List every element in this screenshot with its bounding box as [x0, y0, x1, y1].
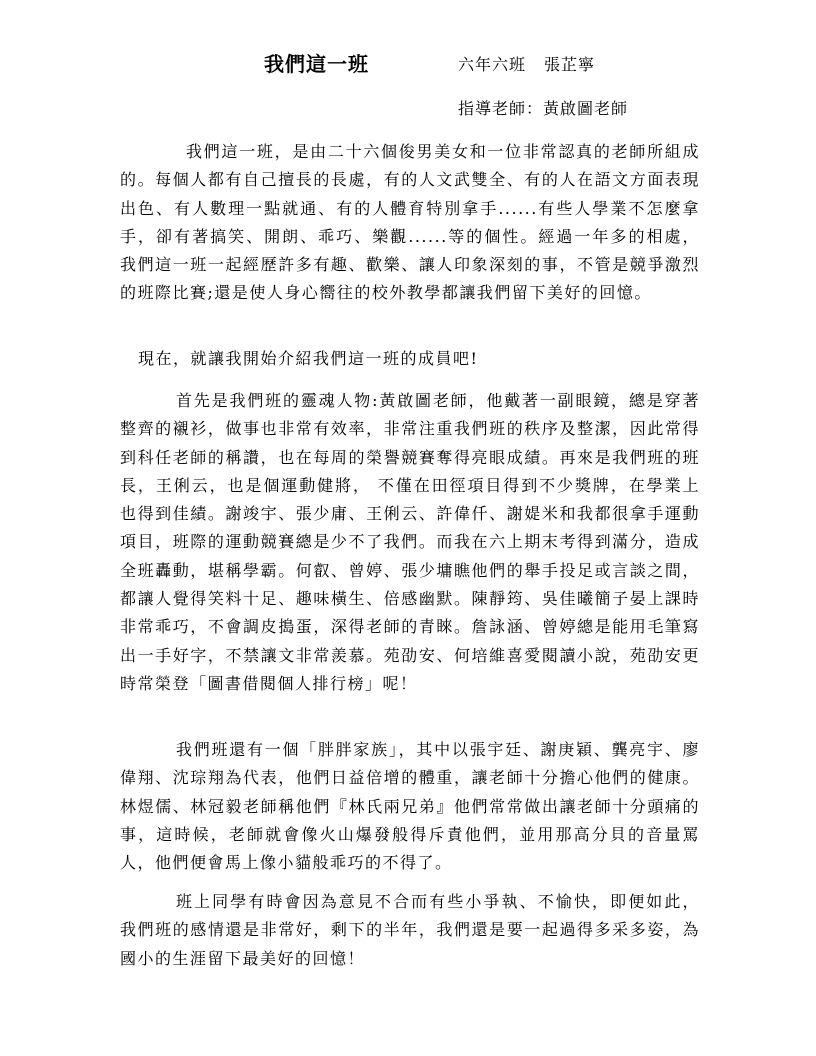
paragraph-intro: 我們這一班，是由二十六個俊男美女和一位非常認真的老師所組成的。每個人都有自己擅長的長處，有的人文武雙全、有的人在語文方面表現出色、有人數理一點就通、有的人體育特別拿手......有些人學業不怎麼拿手，卻有著搞笑、開朗、乖巧、樂觀......等的個性。經過一年多的相處，我們這一班一起經歷許多有趣、歡樂、讓人印象深刻的事，不管是競爭激烈的班際比賽;還是使人身心嚮往的校外教學都讓我們留下美好的回憶。 — [120, 142, 700, 303]
student-name: 張芷寧 — [544, 55, 596, 74]
class-name: 六年六班 — [458, 55, 527, 74]
paragraph-family: 我們班還有一個「胖胖家族」，其中以張宇廷、謝庚穎、龔亮宇、廖偉翔、沈琮翔為代表，他們日益倍增的體重，讓老師十分擔心他們的健康。林煜儒、林冠毅老師稱他們『林氏兩兄弟』他們常常做出讓老師十分頭痛的事，這時候，老師就會像火山爆發般得斥責他們，並用那高分貝的音量罵人，他們便會馬上像小貓般乖巧的不得了。 — [120, 740, 700, 873]
paragraph-transition: 現在，就讓我開始介紹我們這一班的成員吧! — [138, 349, 479, 368]
author-info — [458, 52, 595, 78]
page-title: 我們這一班 — [264, 52, 369, 76]
advisor-line: 指導老師：黃啟圖老師 — [458, 99, 629, 118]
paragraph-members: 首先是我們班的靈魂人物:黃啟圖老師，他戴著一副眼鏡，總是穿著整齊的襯衫，做事也非常有效率，非常注重我們班的秩序及整潔，因此常得到科任老師的稱讚，也在每周的榮譽競賽奪得亮眼成績。再來是我們班的班長，王俐云，也是個運動健將， 不僅在田徑項目得到不少獎牌，在學業上也得到佳績。謝竣宇、張少庸、王俐云、許偉仟、謝媞米和我都很拿手運動項目，班際的運動競賽總是少不了我們。而我在六上期末考得到滿分，造成全班轟動，堪稱學霸。何叡、曾婷、張少墉瞧他們的舉手投足或言談之間，都讓人覺得笑料十足、趣味橫生、倍感幽默。陳靜筠、吳佳曦簡子晏上課時非常乖巧，不會調皮搗蛋，深得老師的青睞。詹詠涵、曾婷總是能用毛筆寫出一手好字，不禁讓文非常羨慕。苑劭安、何培維喜愛閱讀小說，苑劭安更時常榮登「圖書借閱個人排行榜」呢！ — [120, 391, 700, 693]
title-row — [0, 50, 816, 78]
paragraph-conclusion: 班上同學有時會因為意見不合而有些小爭執、不愉快，即便如此，我們班的感情還是非常好，剩下的半年，我們還是要一起過得多采多姿，為國小的生涯留下最美好的回憶！ — [120, 892, 700, 968]
